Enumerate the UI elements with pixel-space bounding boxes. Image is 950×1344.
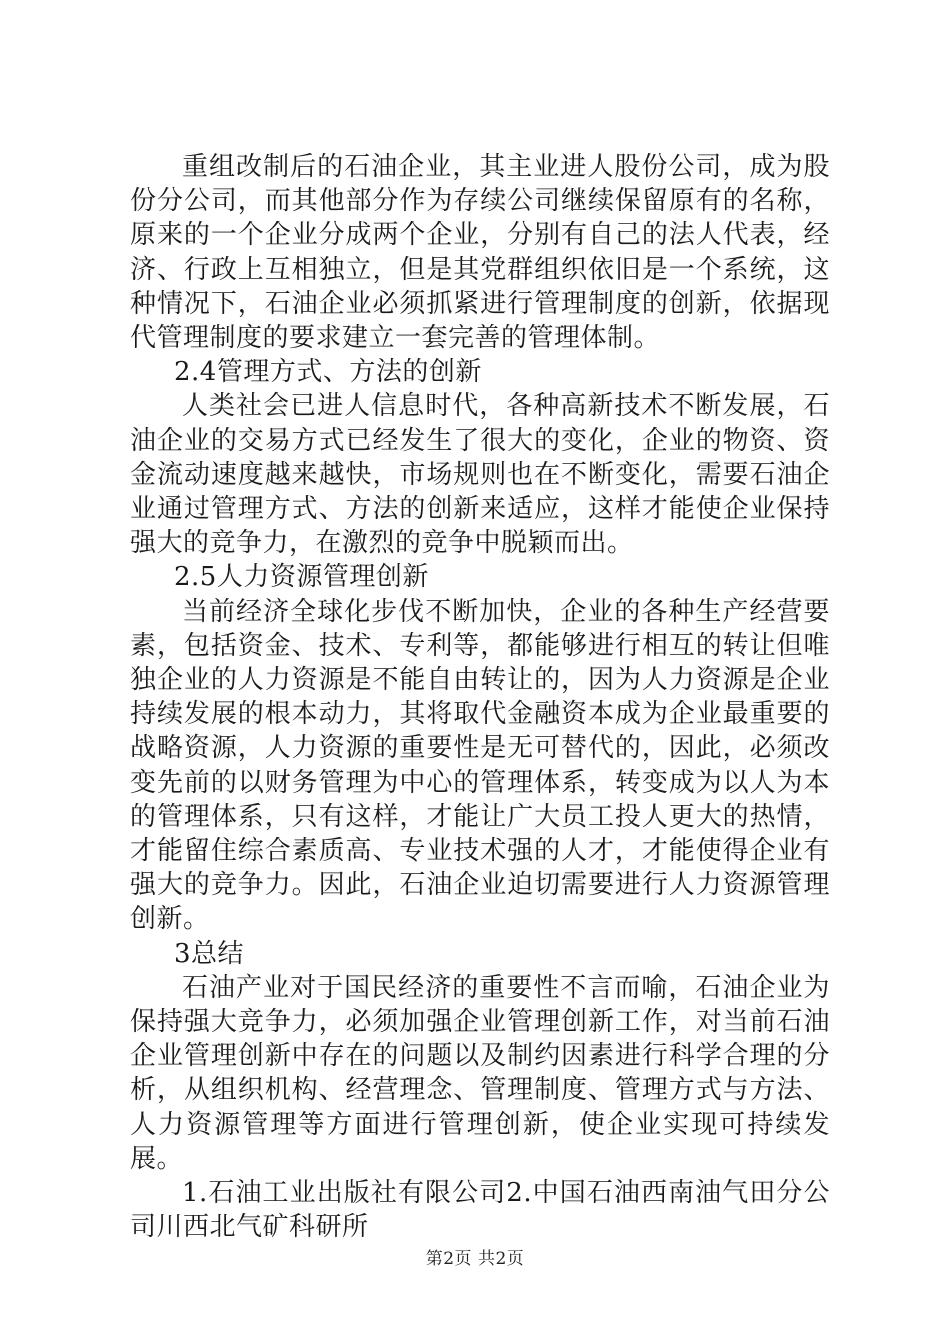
paragraph-information-age: 人类社会已进人信息时代，各种高新技术不断发展，石油企业的交易方式已经发生了很大的变化，企业的物资、资金流动速度越来越快，市场规则也在不断变化，需要石油企业通过管理方式、方法的创新来适应，这样才能使企业保持强大的竞争力，在激烈的竞争中脱颖而出。: [130, 391, 830, 559]
section-heading-3: 3总结: [174, 938, 245, 969]
section-heading-2-5: 2.5人力资源管理创新: [174, 562, 429, 593]
document-body: [130, 150, 830, 1245]
section-heading-2-4: 2.4管理方式、方法的创新: [174, 357, 482, 388]
paragraph-summary: 石油产业对于国民经济的重要性不言而喻，石油企业为保持强大竞争力，必须加强企业管理创新工作，对当前石油企业管理创新中存在的问题以及制约因素进行科学合理的分析，从组织机构、经营理念、管理制度、管理方式与方法、人力资源管理等方面进行管理创新，使企业实现可持续发展。: [130, 972, 830, 1174]
paragraph-restructuring: 重组改制后的石油企业，其主业进人股份公司，成为股份分公司，而其他部分作为存续公司继续保留原有的名称，原来的一个企业分成两个企业，分别有自己的法人代表，经济、行政上互相独立，但是其党群组织依旧是一个系统，这种情况下，石油企业必须抓紧进行管理制度的创新，依据现代管理制度的要求建立一套完善的管理体制。: [130, 152, 830, 354]
page-number-footer: 第2页 共2页: [425, 1249, 525, 1269]
paragraph-affiliations: 1.石油工业出版社有限公司2.中国石油西南油气田分公司川西北气矿科研所: [130, 1178, 830, 1243]
paragraph-human-resources: 当前经济全球化步伐不断加快，企业的各种生产经营要素，包括资金、技术、专利等，都能够进行相互的转让但唯独企业的人力资源是不能自由转让的，因为人力资源是企业持续发展的根本动力，其将取代金融资本成为企业最重要的战略资源，人力资源的重要性是无可替代的，因此，必须改变先前的以财务管理为中心的管理体系，转变成为以人为本的管理体系，只有这样，才能让广大员工投人更大的热情，才能留住综合素质高、专业技术强的人才，才能使得企业有强大的竞争力。因此，石油企业迫切需要进行人力资源管理创新。: [130, 596, 830, 935]
